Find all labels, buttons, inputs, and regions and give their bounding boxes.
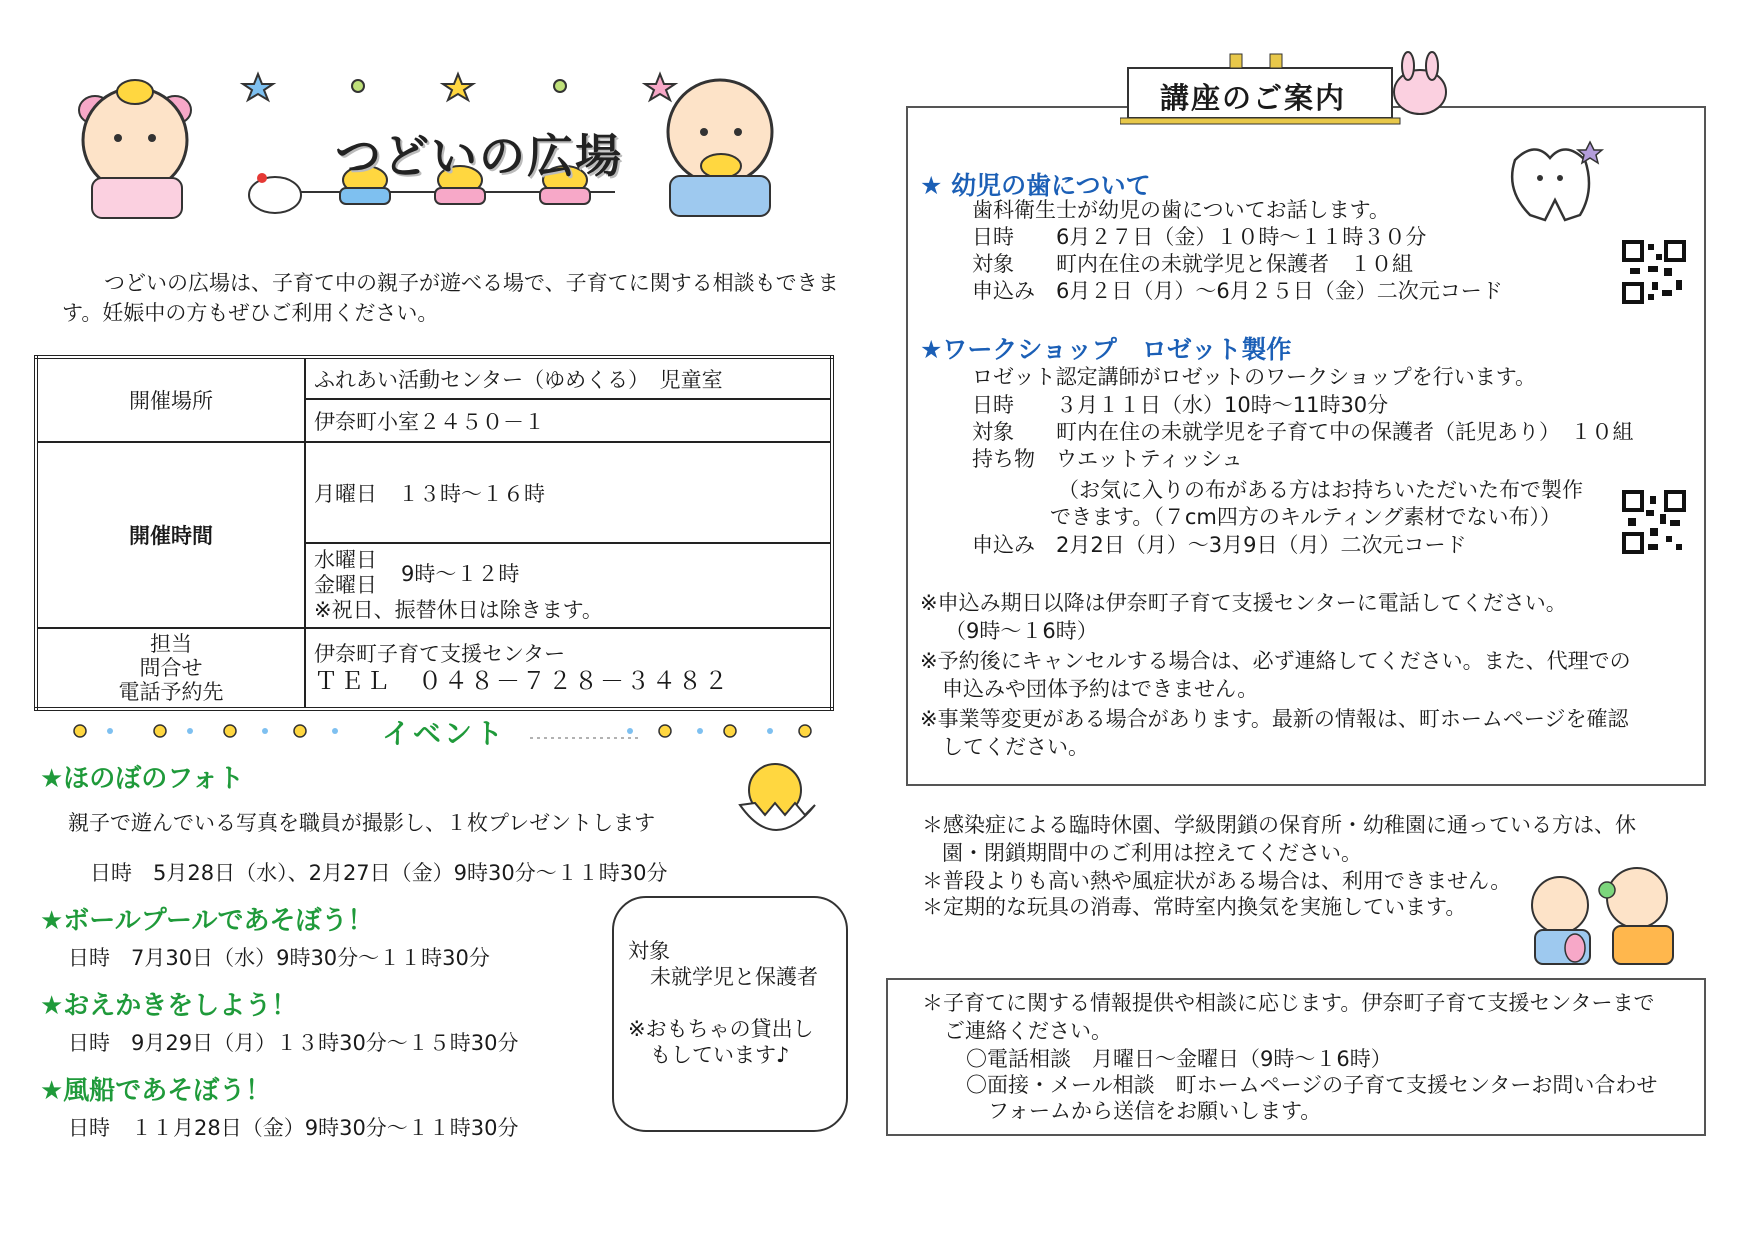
caution-line: ＊普段よりも高い熱や風症状がある場合は、利用できません。 [922,869,1512,893]
course-bring-note: できます。（７cm四方のキルティング素材でない布）） [1050,505,1562,529]
contact-name: 伊奈町子育て支援センター [314,642,566,667]
info-table [34,355,834,711]
wednesday-label: 水曜日 [314,548,377,573]
event-title: ★ボールプールであそぼう！ [40,906,374,936]
course-note: してください。 [942,735,1089,759]
contact-label-2: 問合せ [139,656,203,681]
chick-in-egg-icon [730,755,830,845]
qr-code-icon[interactable] [1622,240,1686,304]
qr-code-icon[interactable] [1622,490,1686,554]
course-bring: 持ち物 ウエットティッシュ [972,447,1243,471]
course-apply: 申込み 2月2日（月）～3月9日（月）二次元コード [972,533,1467,557]
course-date: 日時 ３月１１日（水）10時～11時30分 [972,393,1389,417]
contact-label [36,628,305,709]
course-desc: ロゼット認定講師がロゼットのワークショップを行います。 [972,365,1537,389]
course-title: ★ワークショップ ロゼット製作 [920,335,1292,364]
contact-label-1: 担当 [150,632,192,657]
course-title: ★ 幼児の歯について [920,171,1151,200]
baby-boy-icon [668,80,772,216]
contact-tel: ＴＥＬ ０４８－７２８－３４８２ [314,667,730,696]
target-label: 対象 [628,939,670,963]
event-title: ★おえかきをしよう！ [40,991,298,1021]
course-target: 対象 町内在住の未就学児と保護者 １０組 [972,252,1413,276]
tooth-icon [1495,140,1605,230]
star-icon [243,74,273,100]
consult-line: ご連絡ください。 [944,1019,1112,1043]
events-heading: イベント [382,717,507,750]
contact-info [305,628,832,709]
page-title: つどいの広場 [335,129,623,183]
venue-name: ふれあい活動センター（ゆめくる） 児童室 [305,357,832,399]
event-date: 日時 5月28日（水）、2月27日（金）9時30分～１１時30分 [90,861,668,885]
caution-line: 園・閉鎖期間中のご利用は控えてください。 [942,841,1362,865]
consult-line: 〇面接・メール相談 町ホームページの子育て支援センターお問い合わせ [966,1073,1658,1097]
toy-note: ※おもちゃの貸出し [628,1017,814,1041]
toy-note-2: もしています♪ [650,1043,790,1067]
chicken-icon [249,173,301,213]
course-bring-note: （お気に入りの布がある方はお持ちいただいた布で製作 [1058,478,1583,502]
event-title: ★ほのぼのフォト [40,764,245,794]
contact-label-3: 電話予約先 [118,680,224,705]
event-date: 日時 7月30日（水）9時30分～１１時30分 [68,946,490,970]
course-note: ※事業等変更がある場合があります。最新の情報は、町ホームページを確認 [920,707,1629,731]
caution-line: ＊感染症による臨時休園、学級閉鎖の保育所・幼稚園に通っている方は、休 [922,813,1636,837]
course-note: ※予約後にキャンセルする場合は、必ず連絡してください。また、代理での [920,649,1631,673]
event-date: 日時 １１月28日（金）9時30分～１１時30分 [68,1116,519,1140]
star-icon [645,74,675,100]
target-value: 未就学児と保護者 [650,965,818,989]
holiday-note: ※祝日、振替休日は除きます。 [314,598,603,623]
consult-line: 〇電話相談 月曜日～金曜日（9時～１6時） [966,1047,1392,1071]
course-date: 日時 6月２７日（金）１０時～１１時３０分 [972,225,1427,249]
caution-line: ＊定期的な玩具の消毒、常時室内換気を実施しています。 [922,895,1467,919]
wedfri-hours [305,543,832,628]
consult-line: ＊子育てに関する情報提供や相談に応じます。伊奈町子育て支援センターまで [922,991,1655,1015]
event-desc: 親子で遊んでいる写真を職員が撮影し、１枚プレゼントします [68,811,656,835]
children-playing-icon [1515,860,1685,970]
venue-address: 伊奈町小室２４５０－１ [305,399,832,441]
monday-hours: 月曜日 １３時～１６時 [305,442,832,543]
course-desc: 歯科衛生士が幼児の歯についてお話します。 [972,198,1390,222]
bunny-icon [1394,52,1446,114]
baby-girl-icon [79,80,191,218]
consult-line: フォームから送信をお願いします。 [988,1099,1322,1123]
course-note: （9時～１6時） [945,619,1098,643]
event-date: 日時 9月29日（月）１３時30分～１５時30分 [68,1031,519,1055]
event-title: ★風船であそぼう！ [40,1076,272,1106]
course-apply: 申込み 6月２日（月）～6月２５日（金）二次元コード [972,279,1503,303]
course-note: ※申込み期日以降は伊奈町子育て支援センターに電話してください。 [920,591,1567,615]
courses-heading: 講座のご案内 [1160,81,1347,115]
intro-text: つどいの広場は、子育て中の親子が遊べる場で、子育てに関する相談もできます。妊娠中の方もぜひご利用ください。 [62,271,839,325]
friday-label: 金曜日 [314,573,377,598]
course-target: 対象 町内在住の未就学児を子育て中の保護者（託児あり） １０組 [972,420,1634,444]
course-note: 申込みや団体予約はできません。 [942,677,1259,701]
hours-label: 開催時間 [36,442,305,628]
wedfri-time: 9時～１２時 [401,562,520,587]
star-icon [443,74,473,100]
venue-label: 開催場所 [36,357,305,442]
target-box [612,896,848,1132]
